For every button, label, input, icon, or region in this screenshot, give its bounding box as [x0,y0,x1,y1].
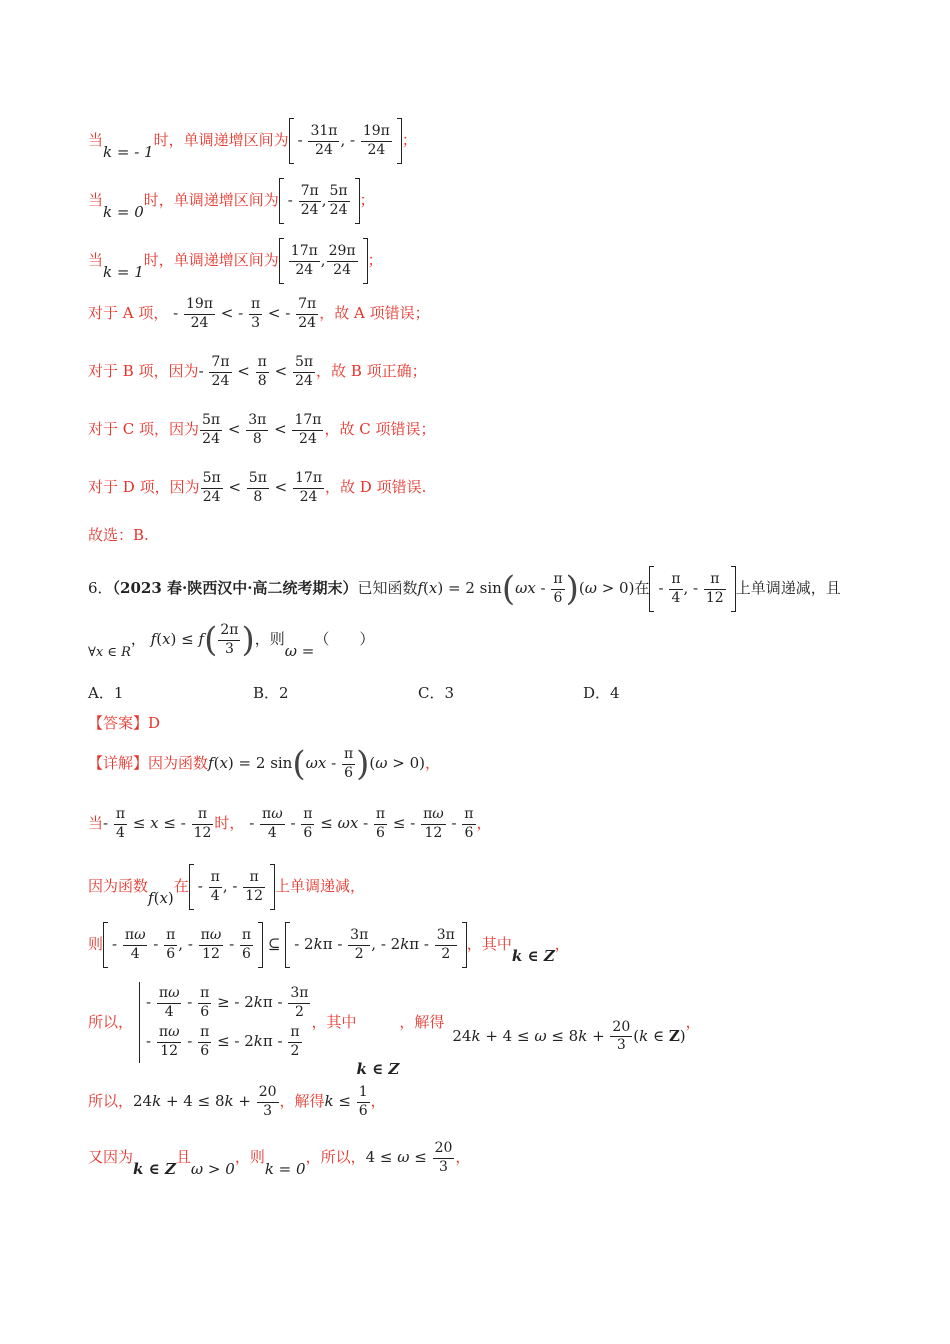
fraction: $\frac{31\pi}{24}$ [310,123,338,158]
fraction: $\frac{\pi\omega}{4}$ [262,806,283,841]
fraction: $\frac{3\pi}{2}$ [436,927,455,962]
text: 所以， [88,1092,134,1110]
fraction: $\frac{5\pi}{24}$ [294,354,314,389]
question-6-stem-2 [88,622,374,658]
fraction: $\frac{2\pi}{3}$ [220,622,239,657]
text: 则 [88,935,104,953]
choose-answer: 故选：B. [88,526,149,544]
fraction: $\frac{17\pi}{24}$ [295,470,323,505]
fraction: $\frac{17\pi}{24}$ [290,243,318,278]
fraction: $\frac{\pi}{12}$ [193,806,212,841]
text: 所以， [88,1013,134,1031]
text: ，所以， [305,1148,366,1166]
fraction: $\frac{29\pi}{24}$ [328,243,356,278]
left-bracket [103,922,108,968]
text: 当 [88,814,104,832]
option-a: A．1 [88,684,124,702]
text: 已知函数 [357,579,418,597]
text: ； [367,251,383,269]
question-6-stem [88,566,841,612]
minus: - [446,814,462,832]
fraction: $\frac{20}{3}$ [258,1084,277,1119]
question-number: 6． [88,579,113,597]
fraction: $\frac{7\pi}{24}$ [298,296,317,331]
solution-label: 【详解】 [88,754,149,772]
fraction: $\frac{\pi\omega}{12}$ [200,927,222,962]
text: 时，单调递增区间为 [153,131,289,149]
comma: , - [222,877,243,895]
fraction: $\frac{7\pi}{24}$ [300,183,319,218]
formula: 24k + 4 ≤ ω ≤ 8k + $\frac{20}{3}$ (k ∈ Z) [452,1018,686,1053]
comma: , - [683,579,703,597]
fraction: $\frac{20}{3}$ [434,1140,453,1175]
minus: - [112,935,122,953]
text: ，故 A 项错误； [319,304,430,322]
formula: (ω > 0) [369,754,425,772]
text: ，其中 [466,935,512,953]
text: ，解得 [399,1013,445,1031]
comma: , - [340,131,360,149]
text: 上单调递减， [275,877,366,895]
text: 时，单调递增区间为 [143,251,279,269]
minus: - [198,362,209,380]
fraction: $\frac{\pi}{4}$ [210,869,220,904]
interval-k-1 [88,238,383,284]
fraction: $\frac{5\pi}{8}$ [248,470,267,505]
minus: - [244,814,260,832]
minus: - [297,131,308,149]
formula: k ≤ [324,1092,356,1110]
omega-positive: ω > 0 [190,1160,235,1178]
text: ，则 [234,1148,265,1166]
fraction: $\frac{3\pi}{8}$ [248,412,267,447]
fraction: $\frac{19\pi}{24}$ [185,296,213,331]
text: 时，单调递增区间为 [143,191,279,209]
left-bracket [649,566,654,612]
fraction: $\frac{17\pi}{24}$ [294,412,322,447]
case-system: - $\frac{\pi\omega}{4}$ - $\frac{\pi}{6}$ ≥ - 2kπ - $\frac{3\pi}{2}$ - $\frac{\pi\omega}{12}$ - $\frac{\pi}{6}$ ≤ - 2kπ - $\frac{\pi}{2}$ [139,982,311,1063]
paren: ) [241,620,255,660]
fraction: $\frac{\pi\omega}{4}$ [124,927,146,962]
fraction: $\frac{\pi}{6}$ [241,927,252,962]
formula: ωx - [515,579,551,597]
formula: ωx - [305,754,341,772]
blank: （ ） [314,630,375,648]
comma: ， [425,754,441,772]
option-c: C．3 [418,684,455,702]
fraction: $\frac{7\pi}{24}$ [211,354,230,389]
minus: - [287,191,298,209]
formula: ≤ - [388,814,421,832]
fraction: $\frac{\pi\omega}{12}$ [423,806,444,841]
left-bracket [285,922,290,968]
solution-line-7 [88,1140,470,1176]
k-value: k = 1 [103,263,144,281]
fraction: $\frac{\pi}{6}$ [553,571,563,606]
fraction: $\frac{\pi}{4}$ [115,806,126,841]
text: ； [359,191,375,209]
fraction: $\frac{\pi}{8}$ [257,354,267,389]
fraction: $\frac{5\pi}{24}$ [202,412,221,447]
option-b: B．2 [253,684,289,702]
fraction: $\frac{\pi}{6}$ [343,746,354,781]
paren: ( [501,569,516,609]
left-bracket [289,118,294,164]
text: 当 [88,191,104,209]
fraction: $\frac{\pi}{12}$ [705,571,724,606]
formula: (ω > 0) [578,579,635,597]
text: 当 [88,251,104,269]
k-in-z: k ∈ Z [133,1160,176,1178]
formula: ≤ ωx - [315,814,373,832]
interval-k-0 [88,178,375,224]
solution-line-3 [88,864,365,910]
text: ，故 D 项错误. [325,478,427,496]
fraction: $\frac{5\pi}{24}$ [202,470,221,505]
text: ，解得 [279,1092,325,1110]
minus: - [658,579,669,597]
solution-line-5 [88,982,701,1078]
text: 又因为 [88,1148,134,1166]
comma: ， [554,935,570,953]
less-than: < [223,478,246,496]
forall: ∀x ∈ R [88,645,131,660]
omega-eq: ω = [284,642,315,660]
text: ，故 C 项错误； [324,420,436,438]
k-in-z: k ∈ Z [356,1060,400,1078]
option-d-analysis [88,470,426,506]
minus: - [103,814,113,832]
solution-line-1 [88,746,440,782]
text: ； [401,131,417,149]
k-value: k = 0 [103,203,144,221]
text: 对于 A 项， [88,304,169,322]
paren: ( [292,744,306,784]
comma: ， [455,1148,471,1166]
option-a-analysis [88,296,430,332]
fraction: $\frac{\pi}{12}$ [245,869,264,904]
minus: - [197,877,208,895]
comma: ， [685,1013,701,1031]
text: 时， [214,814,245,832]
fraction: $\frac{\pi}{6}$ [303,806,313,841]
less-than: < - [216,304,248,322]
formula: 24k + 4 ≤ 8k + [133,1092,256,1110]
left-bracket [279,178,284,224]
less-than: < [269,362,292,380]
text: 对于 B 项，因为 [88,362,199,380]
k-value: k = - 1 [103,143,154,161]
question-source: （2023 春·陕西汉中·高二统考期末） [112,579,358,597]
text: ，则 [254,630,285,648]
text: ，其中 [311,1013,357,1031]
solution-line-4 [88,922,570,968]
formula: f(x) ≤ f [150,630,205,648]
comma: ， [476,814,492,832]
solution-line-6 [88,1084,386,1120]
formula: - 2kπ - [294,935,348,953]
paren: ) [565,569,579,609]
comma: , - 2kπ - [371,935,434,953]
comma: ， [130,630,146,648]
less-than: < [269,478,293,496]
comma: , [321,191,327,209]
comma: , [320,251,326,269]
formula: ≤ x ≤ - [128,814,191,832]
fraction: $\frac{3\pi}{2}$ [350,927,369,962]
paren: ) [356,744,370,784]
fraction: $\frac{\pi}{6}$ [375,806,386,841]
paren: ( [204,620,218,660]
k-zero: k = 0 [264,1160,306,1178]
solution-line-2 [88,806,492,842]
answer: 【答案】D [88,714,161,732]
left-bracket [279,238,284,284]
text: 对于 C 项，因为 [88,420,200,438]
fraction: $\frac{\pi}{3}$ [250,296,261,331]
subset: ⊆ [263,935,286,953]
fraction: $\frac{\pi}{6}$ [464,806,474,841]
interval-k-minus-1 [88,118,417,164]
option-d: D．4 [583,684,620,702]
text: 且 [175,1148,191,1166]
text: ，故 B 项正确； [316,362,427,380]
less-than: < - [263,304,296,322]
minus: - [224,935,239,953]
formula: 4 ≤ ω ≤ [365,1148,432,1166]
left-bracket [189,864,194,910]
minus: - [285,814,301,832]
formula: f(x) [148,889,174,907]
formula: f(x) = 2 sin [417,579,502,597]
formula: f(x) = 2 sin [208,754,293,772]
text: 当 [88,131,104,149]
fraction: $\frac{\pi}{6}$ [166,927,176,962]
less-than: < [232,362,255,380]
comma: ， [370,1092,386,1110]
option-b-analysis [88,354,427,390]
text: 对于 D 项，因为 [88,478,200,496]
fraction: $\frac{\pi}{4}$ [671,571,681,606]
fraction: $\frac{5\pi}{24}$ [329,183,348,218]
text: 在 [634,579,650,597]
text: 因为函数 [148,754,209,772]
fraction: $\frac{1}{6}$ [358,1084,368,1119]
text: 因为函数 [88,877,149,895]
comma: , - [178,935,198,953]
k-in-z: k ∈ Z [511,947,555,965]
minus: - [168,304,183,322]
less-than: < [269,420,292,438]
minus: - [148,935,164,953]
text: 上单调递减，且 [735,579,841,597]
option-c-analysis [88,412,435,448]
text: 在 [173,877,189,895]
fraction: $\frac{19\pi}{24}$ [362,123,390,158]
less-than: < [223,420,246,438]
